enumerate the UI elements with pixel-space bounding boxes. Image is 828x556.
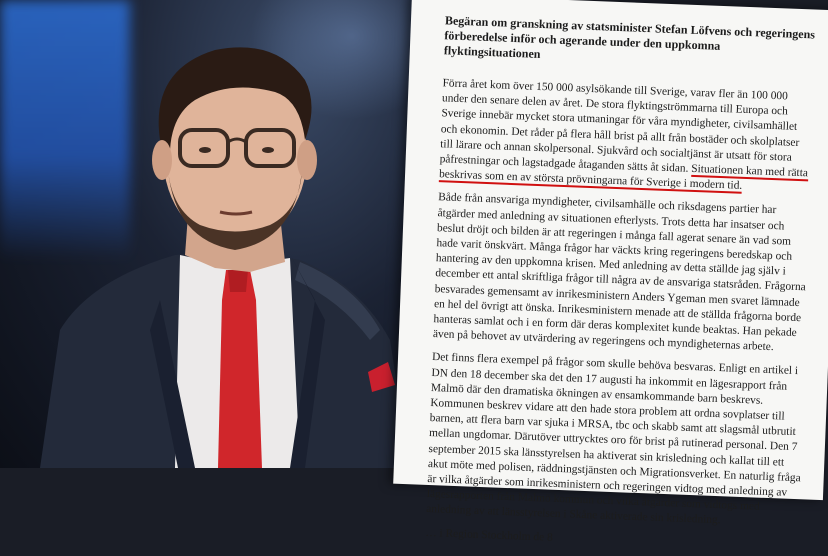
photo-man (0, 0, 420, 468)
paragraph-3: Det finns flera exempel på frågor som skulle behöva besvaras. Enligt en artikel i DN den 18 december ska det den 17 augusti ha inkommit en lägesrapport från Malmö där den dramatiska ökningen av ensamkommande barn beskrevs. Kommunen beskrev vidare att den hade stora problem att ordna sovplatser till barnen, att flera barn var sjuka i MRSA, tbc och skabb samt att slagsmål utbrutit mellan ungdomar. Därutöver uttrycktes oro för brist på rutinerad personal. Den 7 september 2015 ska länsstyrelsen ha aktiverat sin krisledning och kallat till ett akut möte med polisen, räddningstjänsten och Migrationsverket. En naturlig fråga är vilka åtgärder som inrikesministern och regeringen vidtog med anledning av lägesrapporten från Malmö kommun och vilka åtgärder som vidtogs med anledning av att länsstyrelsen i Skåne aktiverade sin krisledning. (425, 351, 801, 527)
paragraph-1 (439, 76, 817, 197)
paragraph-4: … i Region Stockholm de 8 (425, 526, 553, 544)
document-page (393, 0, 828, 544)
highlighted-sentence: Situationen kan med rätta beskrivas som en av största prövningarna för Sverige i modern tid. (438, 162, 809, 193)
paragraph-2: Både från ansvariga myndigheter, civilsamhälle och riksdagens partier har åtgärder med anledning av situationen efterlysts. Trots detta har insatser och beslut dröjt och bilden är att regeringen i många fall agerat senare än vad som hade varit önskvärt. Många frågor har väckts kring regeringens beredskap och hantering av den uppkomna krisen. Med anledning av detta ställde jag själv i december ett antal skriftliga frågor till några av de ansvariga statsråden. Frågorna besvarades gemensamt av inrikesministern Anders Ygeman men svaret lämnade en hel del övrigt att önska. Inrikesministern menade att de ställda frågorna borde hanteras samlat och i en form där deras komplexitet kunde beaktas. Han pekade även på behovet av utvärdering av regeringens och myndigheternas arbete. (432, 191, 806, 354)
document-title: Begäran om granskning av statsminister Stefan Löfvens och regeringens förberedelse inför och agerande under den uppkomna flyktingsituationen (443, 13, 816, 61)
man-figure (0, 0, 420, 468)
paragraph-1-text: Förra året kom över 150 000 asylsökande till Sverige, varav fler än 100 000 under den senare delen av året. De stora flyktingströmmarna till Europa och Sverige innebär mycket stora utmaningar för våra myndigheter, civilsamhället och ekonomin. Det råder på flera håll brist på allt från bostäder och skolplatser till lärare och annan skolpersonal. Sjukvård och socialtjänst är utsatt för stora påfrestningar och lagstadgade åtaganden sätts åt sidan. (439, 77, 800, 175)
